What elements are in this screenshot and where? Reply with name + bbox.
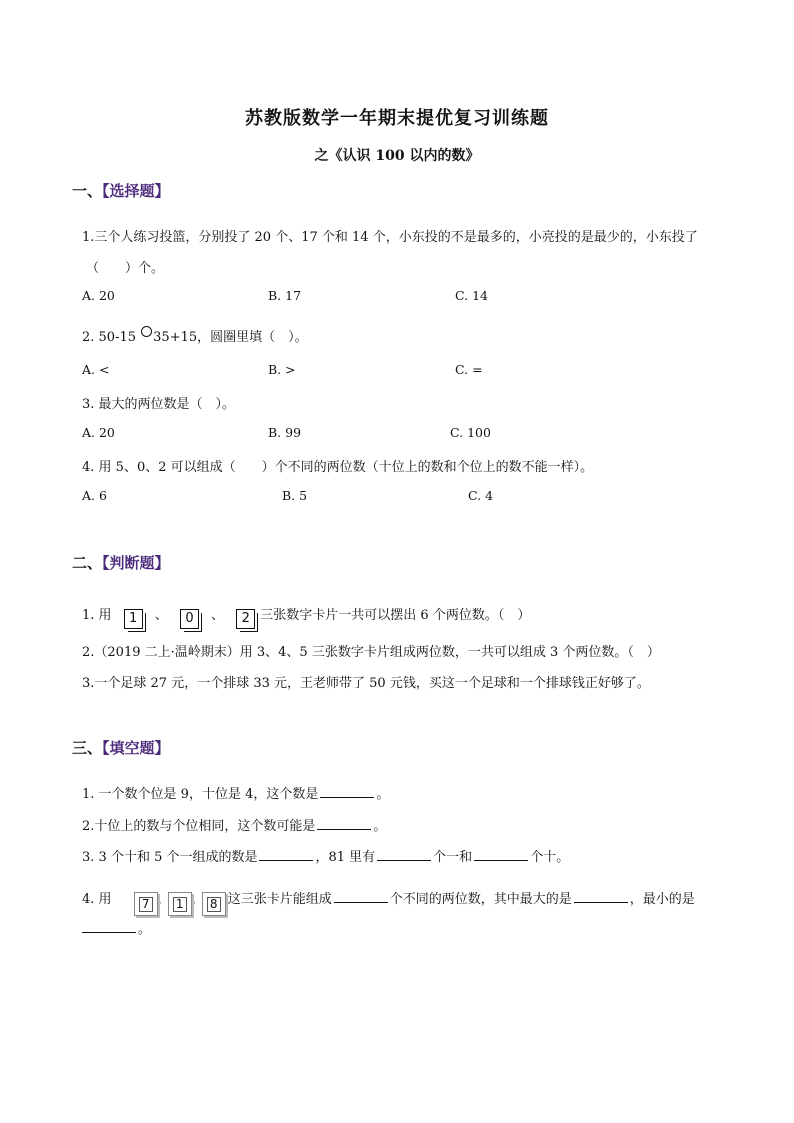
digit-card: 2 [236, 609, 255, 629]
separator: 、 [157, 895, 168, 906]
judge-q1-text: 三张数字卡片一共可以摆出 6 个两位数。（ ） [260, 608, 531, 623]
fill-q2-text: 2.十位上的数与个位相同，这个数可能是 [82, 819, 316, 834]
answer-blank[interactable] [334, 890, 388, 903]
section-choice-heading [72, 180, 170, 201]
choice-q4-option-a: A. 6 [82, 488, 107, 503]
choice-q1-line1: 1.三个人练习投篮，分别投了 20 个、17 个和 14 个，小东投的不是最多的，小亮投的是最少的，小东投了 [82, 230, 698, 245]
fill-q4-line2 [82, 918, 151, 937]
fill-q1-text: 1. 一个数个位是 9，十位是 4，这个数是 [82, 787, 319, 802]
answer-blank[interactable] [377, 848, 431, 861]
choice-q2-option-a: A. < [82, 362, 110, 377]
choice-q2-right: 35+15，圆圈里填（ ）。 [153, 330, 308, 345]
section-prefix: 二、 [72, 554, 103, 572]
digit-card [168, 892, 192, 916]
choice-q2-option-c: C. = [455, 362, 483, 377]
separator: 、 [154, 608, 168, 623]
choice-q3-option-a: A. 20 [82, 425, 115, 440]
answer-blank[interactable] [474, 848, 528, 861]
separator: 、 [191, 895, 202, 906]
fill-q3-part-c: 个一和 [433, 850, 473, 865]
fill-q4-part-c: ，最小的是 [629, 892, 695, 907]
digit-card-value: 8 [207, 897, 221, 912]
choice-q3-option-c: C. 100 [450, 425, 491, 440]
choice-q4: 4. 用 5、0、2 可以组成（ ）个不同的两位数（十位上的数和个位上的数不能一样）。 [82, 460, 594, 475]
answer-blank[interactable] [320, 785, 374, 798]
section-judge-heading [72, 552, 170, 573]
answer-blank[interactable] [317, 817, 371, 830]
section-name: 【填空题】 [102, 739, 170, 757]
judge-q2: 2.（2019 二上·温岭期末）用 3、4、5 三张数字卡片组成两位数，一共可以组成 3 个两位数。（ ） [82, 645, 660, 660]
section-name: 【判断题】 [102, 554, 170, 572]
fill-q4-prefix: 4. 用 [82, 892, 112, 907]
choice-q2-left: 2. 50-15 [82, 330, 137, 345]
digit-card: 0 [180, 609, 199, 629]
choice-q2-option-b: B. > [268, 362, 296, 377]
fill-q1-end: 。 [376, 787, 390, 802]
page-title: 苏教版数学一年期末提优复习训练题 [245, 108, 549, 129]
separator: 、 [211, 608, 225, 623]
section-name: 【选择题】 [102, 182, 170, 200]
fill-q3-part-a: 3. 3 个十和 5 个一组成的数是 [82, 850, 258, 865]
judge-q1 [82, 604, 530, 629]
choice-q1-line2: （ ）个。 [86, 261, 165, 276]
fill-q2-end: 。 [373, 819, 387, 834]
digit-card [202, 892, 226, 916]
digit-card [134, 892, 158, 916]
section-fill-heading [72, 737, 170, 758]
choice-q4-option-c: C. 4 [468, 488, 494, 503]
fill-q2 [82, 815, 386, 834]
fill-q4-line1 [82, 888, 695, 916]
choice-q1-option-b: B. 17 [268, 288, 302, 303]
fill-q4-part-d: 。 [138, 922, 152, 937]
fill-q3 [82, 846, 569, 865]
choice-q3: 3. 最大的两位数是（ ）。 [82, 397, 236, 412]
page-subtitle: 之《认识 100 以内的数》 [314, 148, 480, 164]
compare-circle-icon [141, 326, 152, 337]
digit-card: 1 [124, 609, 143, 629]
judge-q1-prefix: 1. 用 [82, 608, 112, 623]
answer-blank[interactable] [82, 920, 136, 933]
fill-q3-part-d: 个十。 [530, 850, 570, 865]
judge-q3: 3.一个足球 27 元，一个排球 33 元，王老师带了 50 元钱，买这一个足球和一个排球钱正好够了。 [82, 676, 650, 691]
choice-q4-option-b: B. 5 [282, 488, 308, 503]
choice-q1-option-c: C. 14 [455, 288, 488, 303]
fill-q3-part-b: ，81 里有 [315, 850, 376, 865]
fill-q4-part-a: 这三张卡片能组成 [227, 892, 332, 907]
section-prefix: 一、 [72, 182, 103, 200]
fill-q1 [82, 783, 389, 802]
digit-card-value: 1 [173, 897, 187, 912]
choice-q2 [82, 326, 308, 345]
fill-q4-part-b: 个不同的两位数，其中最大的是 [389, 892, 572, 907]
digit-card-value: 7 [139, 897, 153, 912]
answer-blank[interactable] [259, 848, 313, 861]
answer-blank[interactable] [574, 890, 628, 903]
section-prefix: 三、 [72, 739, 103, 757]
choice-q3-option-b: B. 99 [268, 425, 302, 440]
choice-q1-option-a: A. 20 [82, 288, 115, 303]
